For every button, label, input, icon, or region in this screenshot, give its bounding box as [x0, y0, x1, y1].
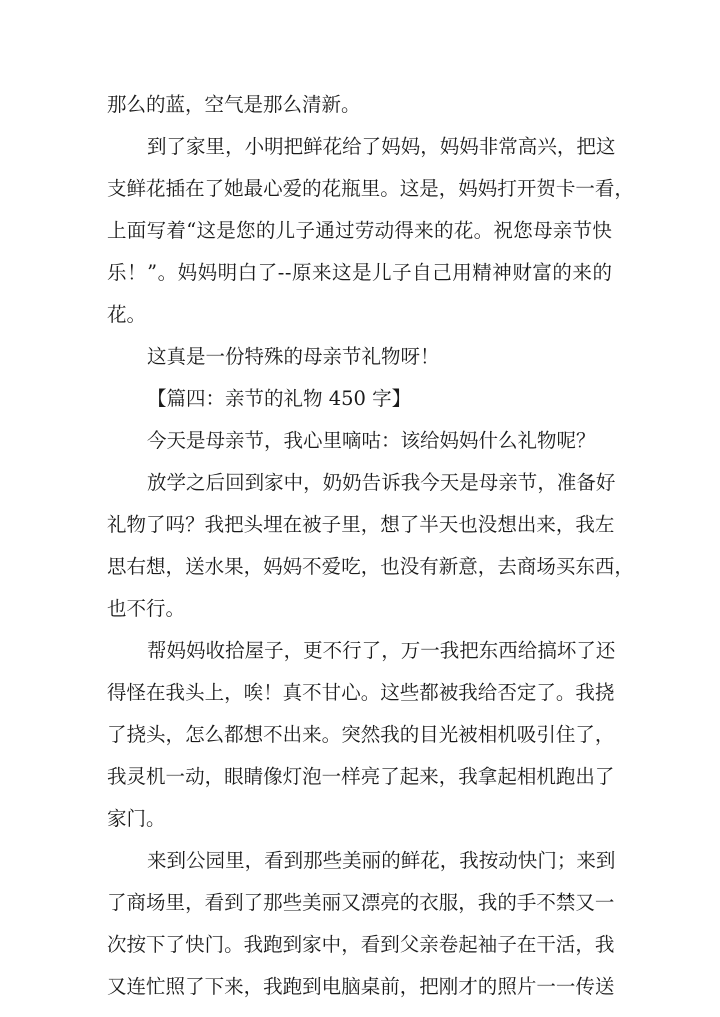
- text-line-11: [0, 505, 720, 545]
- text-line-17: [0, 757, 720, 797]
- text-line-3: [0, 169, 720, 209]
- text-line-content: 花。: [107, 303, 147, 326]
- text-line-content: 次 按 下 了 快 门 。 我 跑 到 家 中 ， 看 到 父 亲 卷 起 袖 子 在 干 活 ， 我: [107, 933, 615, 956]
- text-line-content: 乐 ！ ” 。 妈 妈 明 白 了 - - 原 来 这 是 儿 子 自 己 用 精 神 财 富 的 来 的: [107, 261, 612, 284]
- text-line-content: 了 挠 头 ， 怎 么 都 想 不 出 来 。 突 然 我 的 目 光 被 相 机 吸 引 住 了 ，: [107, 723, 615, 746]
- text-line-21: [0, 925, 720, 965]
- text-line-2: [0, 127, 720, 167]
- text-line-content: 支 鲜 花 插 在 了 她 最 心 爱 的 花 瓶 里 。 这 是 ， 妈 妈 打 开 贺 卡 一 看 ，: [107, 177, 634, 200]
- text-line-5: [0, 253, 720, 293]
- text-line-13: [0, 589, 720, 629]
- text-line-6: [0, 295, 720, 335]
- text-line-15: [0, 673, 720, 713]
- section-heading-text: 【篇四：亲节的礼物 450 字】: [147, 387, 412, 410]
- text-line-content: 上 面 写 着 “ 这 是 您 的 儿 子 通 过 劳 动 得 来 的 花 。 祝 您 母 亲 节 快: [107, 219, 612, 242]
- text-line-18: [0, 799, 720, 839]
- text-line-22: [0, 967, 720, 1007]
- text-line-1: [0, 85, 720, 125]
- text-line-content: 又 连 忙 照 了 下 来 ， 我 跑 到 电 脑 桌 前 ， 把 刚 才 的 照 片 一 一 传 送: [107, 975, 615, 998]
- text-line-content: 得 怪 在 我 头 上 ， 唉 ！ 真 不 甘 心 。 这 些 都 被 我 给 否 定 了 。 我 挠: [107, 681, 615, 704]
- text-line-content: 放 学 之 后 回 到 家 中 ， 奶 奶 告 诉 我 今 天 是 母 亲 节 ， 准 备 好: [147, 471, 616, 494]
- text-line-content: 我 灵 机 一 动 ， 眼 睛 像 灯 泡 一 样 亮 了 起 来 ， 我 拿 起 相 机 跑 出 了: [107, 765, 615, 788]
- text-line-content: 帮 妈 妈 收 拾 屋 子 ， 更 不 行 了 ， 万 一 我 把 东 西 给 搞 坏 了 还: [147, 639, 616, 662]
- text-line-14: [0, 631, 720, 671]
- text-line-content: 礼 物 了 吗 ？ 我 把 头 埋 在 被 子 里 ， 想 了 半 天 也 没 想 出 来 ， 我 左: [107, 513, 615, 536]
- text-line-content: 到 了 家 里 ， 小 明 把 鲜 花 给 了 妈 妈 ， 妈 妈 非 常 高 兴 ， 把 这: [147, 135, 616, 158]
- text-line-content: 那么的蓝，空气是那么清新。: [107, 93, 361, 116]
- text-line-content: 来 到 公 园 里 ， 看 到 那 些 美 丽 的 鲜 花 ， 我 按 动 快 门 ； 来 到: [147, 849, 616, 872]
- text-line-12: [0, 547, 720, 587]
- text-line-19: [0, 841, 720, 881]
- text-line-20: [0, 883, 720, 923]
- text-line-content: 了 商 场 里 ， 看 到 了 那 些 美 丽 又 漂 亮 的 衣 服 ， 我 的 手 不 禁 又 一: [107, 891, 615, 914]
- text-line-16: [0, 715, 720, 755]
- text-line-content: 思 右 想 ， 送 水 果 ， 妈 妈 不 爱 吃 ， 也 没 有 新 意 ， 去 商 场 买 东 西 ，: [107, 555, 634, 578]
- text-line-7: [0, 337, 720, 377]
- section-heading: [0, 379, 720, 419]
- text-line-9: [0, 421, 720, 461]
- text-line-content: 也不行。: [107, 597, 186, 620]
- text-line-content: 今天是母亲节，我心里嘀咕：该给妈妈什么礼物呢？: [147, 429, 596, 452]
- text-line-10: [0, 463, 720, 503]
- text-line-content: 家门。: [107, 807, 166, 830]
- text-line-4: [0, 211, 720, 251]
- text-line-content: 这真是一份特殊的母亲节礼物呀！: [147, 345, 440, 368]
